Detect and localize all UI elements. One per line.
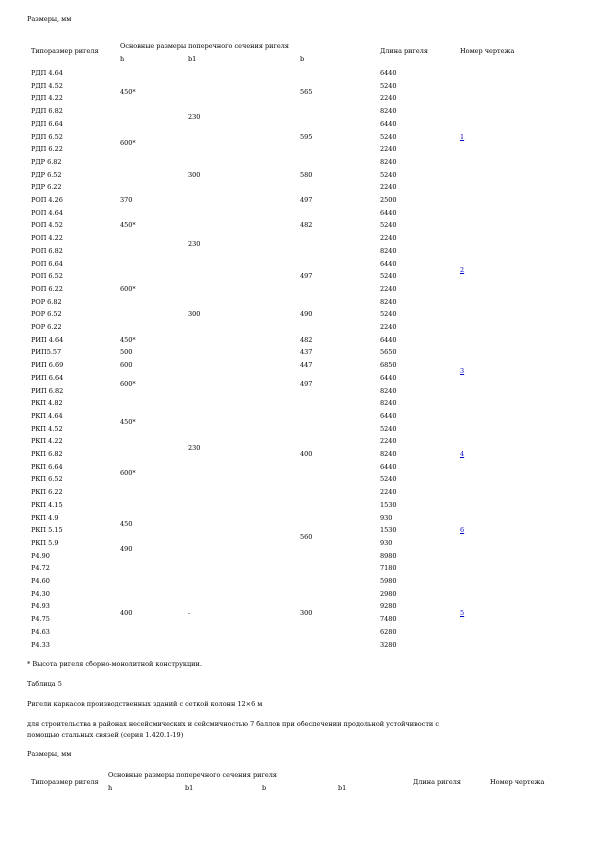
type-cell: РКП 6.82 xyxy=(31,450,63,458)
length-cell: 5240 xyxy=(380,272,397,281)
type-cell: РКП 4.64 xyxy=(31,411,63,420)
b-cell: 447 xyxy=(300,361,313,370)
drawing-link[interactable]: 1 xyxy=(460,132,465,141)
type-cell: РКП 5.15 xyxy=(31,526,63,535)
type-cell: РДП 4.22 xyxy=(31,94,63,103)
t5-header-h: h xyxy=(108,784,113,792)
table5-subtitle-line1: для строительства в районах несейсмических и сейсмичностью 7 баллов при обеспечении продольной устойчивости с xyxy=(27,720,439,728)
h-cell: 600 xyxy=(120,361,133,370)
type-cell: РДП 4.64 xyxy=(31,69,63,77)
header-h: h xyxy=(120,55,125,63)
length-cell: 6440 xyxy=(380,208,397,217)
type-cell: РДП 4.52 xyxy=(31,81,63,90)
type-cell: РДП 6.64 xyxy=(31,119,63,128)
header-type: Типоразмер ригеля xyxy=(31,47,99,55)
table5-units: Размеры, мм xyxy=(27,750,72,758)
type-cell: РОП 6.82 xyxy=(31,246,63,255)
length-cell: 5240 xyxy=(380,221,397,230)
length-cell: 6440 xyxy=(380,119,397,128)
length-cell: 6440 xyxy=(380,462,397,471)
type-cell: РКП 6.22 xyxy=(31,488,63,497)
type-cell: РОП 4.26 xyxy=(31,196,63,204)
table5-label: Таблица 5 xyxy=(27,680,62,688)
b-cell: 580 xyxy=(300,170,313,179)
length-cell: 8240 xyxy=(380,157,397,166)
type-cell: РОП 6.22 xyxy=(31,284,63,293)
length-cell: 2240 xyxy=(380,437,397,446)
length-cell: 8240 xyxy=(380,386,397,395)
type-cell: РОП 4.64 xyxy=(31,208,63,217)
length-cell: 6440 xyxy=(380,373,397,382)
b-cell: 565 xyxy=(300,88,313,96)
type-cell: РОР 6.82 xyxy=(31,297,62,306)
t5-header-length: Длина ригеля xyxy=(413,778,461,786)
h-cell: 600* xyxy=(120,138,136,147)
length-cell: 8240 xyxy=(380,297,397,306)
length-cell: 2980 xyxy=(380,589,397,598)
length-cell: 9280 xyxy=(380,602,397,611)
t5-header-b: b xyxy=(262,784,267,792)
length-cell: 5980 xyxy=(380,577,397,585)
length-cell: 2500 xyxy=(380,196,397,204)
b1-cell: 230 xyxy=(188,443,201,452)
length-cell: 6280 xyxy=(380,627,397,636)
type-cell: РКП 5.9 xyxy=(31,538,59,547)
type-cell: РКП 4.22 xyxy=(31,437,63,446)
type-cell: РДП 6.52 xyxy=(31,132,63,141)
type-cell: РДР 6.52 xyxy=(31,170,62,179)
b1-cell: 230 xyxy=(188,113,201,122)
type-cell: РДП 6.82 xyxy=(31,107,63,116)
type-cell: РОП 4.52 xyxy=(31,221,63,230)
length-cell: 7480 xyxy=(380,615,397,624)
b-cell: 497 xyxy=(300,196,313,204)
h-cell: 600* xyxy=(120,380,136,389)
length-cell: 2240 xyxy=(380,183,397,192)
length-cell: 5240 xyxy=(380,170,397,179)
type-cell: РИП5.57 xyxy=(31,348,62,357)
type-cell: РДП 6.22 xyxy=(31,145,63,154)
h-cell: 450* xyxy=(120,418,136,427)
length-cell: 8240 xyxy=(380,450,397,458)
length-cell: 8240 xyxy=(380,399,397,408)
b-cell: 490 xyxy=(300,310,313,319)
length-cell: 7180 xyxy=(380,564,397,573)
h-cell: 500 xyxy=(120,348,133,357)
type-cell: РИП 4.64 xyxy=(31,335,64,344)
b-cell: 437 xyxy=(300,348,313,357)
header-drawing: Номер чертежа xyxy=(460,47,515,55)
h-cell: 450* xyxy=(120,88,136,96)
length-cell: 2240 xyxy=(380,323,397,331)
type-cell: РОП 6.52 xyxy=(31,272,63,281)
length-cell: 2240 xyxy=(380,488,397,497)
type-cell: Р4.93 xyxy=(31,602,50,611)
table5-title: Ригели каркасов производственных зданий с сеткой колонн 12×6 м xyxy=(27,700,263,708)
h-cell: 600* xyxy=(120,469,136,477)
b-cell: 400 xyxy=(300,450,313,458)
t5-header-drawing: Номер чертежа xyxy=(490,778,545,786)
drawing-link[interactable]: 2 xyxy=(460,265,465,274)
length-cell: 930 xyxy=(380,538,393,547)
drawing-link[interactable]: 3 xyxy=(460,367,465,376)
length-cell: 5240 xyxy=(380,132,397,141)
type-cell: РКП 6.64 xyxy=(31,462,63,471)
type-cell: РКП 4.15 xyxy=(31,500,63,509)
h-cell: 600* xyxy=(120,284,136,293)
drawing-link[interactable]: 6 xyxy=(460,526,465,535)
type-cell: РОП 6.64 xyxy=(31,259,63,268)
b-cell: 482 xyxy=(300,221,313,230)
type-cell: РКП 4.9 xyxy=(31,513,59,522)
type-cell: РКП 4.52 xyxy=(31,424,63,433)
length-cell: 5240 xyxy=(380,310,397,319)
length-cell: 8240 xyxy=(380,107,397,116)
length-cell: 6440 xyxy=(380,411,397,420)
h-cell: 400 xyxy=(120,608,133,617)
type-cell: РОП 4.22 xyxy=(31,234,63,243)
h-cell: 450* xyxy=(120,221,136,230)
length-cell: 5240 xyxy=(380,424,397,433)
b1-cell: 230 xyxy=(188,240,201,249)
table5-subtitle-line2: помощью стальных связей (серия 1.420.1-19) xyxy=(27,731,184,739)
type-cell: Р4.33 xyxy=(31,640,50,649)
length-cell: 2240 xyxy=(380,94,397,103)
b1-cell: - xyxy=(188,608,191,617)
type-cell: РДР 6.22 xyxy=(31,183,62,192)
drawing-link[interactable]: 4 xyxy=(460,450,465,458)
type-cell: РОР 6.52 xyxy=(31,310,62,319)
type-cell: Р4.63 xyxy=(31,627,50,636)
footnote: * Высота ригеля сборно-монолитной конструкции. xyxy=(27,660,202,668)
length-cell: 1530 xyxy=(380,500,397,509)
b-cell: 497 xyxy=(300,380,313,389)
t5-header-section-group: Основные размеры поперечного сечения ригеля xyxy=(108,771,277,779)
length-cell: 930 xyxy=(380,513,393,522)
type-cell: РИП 6.64 xyxy=(31,373,64,382)
header-b: b xyxy=(300,55,305,63)
b-cell: 300 xyxy=(300,608,313,617)
length-cell: 2240 xyxy=(380,284,397,293)
b-cell: 497 xyxy=(300,272,313,281)
t5-header-b1: b1 xyxy=(185,784,194,792)
header-length: Длина ригеля xyxy=(380,47,428,55)
type-cell: Р4.75 xyxy=(31,615,50,624)
type-cell: Р4.90 xyxy=(31,551,50,560)
length-cell: 3280 xyxy=(380,640,397,649)
units-label: Размеры, мм xyxy=(27,15,72,23)
length-cell: 2240 xyxy=(380,234,397,243)
header-section-group: Основные размеры поперечного сечения ригеля xyxy=(120,42,289,50)
type-cell: Р4.30 xyxy=(31,589,50,598)
length-cell: 8240 xyxy=(380,246,397,255)
h-cell: 450 xyxy=(120,519,133,528)
drawing-link[interactable]: 5 xyxy=(460,608,465,617)
h-cell: 450* xyxy=(120,335,136,344)
h-cell: 370 xyxy=(120,196,133,204)
type-cell: Р4.60 xyxy=(31,577,50,585)
length-cell: 6440 xyxy=(380,69,397,77)
length-cell: 1530 xyxy=(380,526,397,535)
type-cell: Р4.72 xyxy=(31,564,50,573)
length-cell: 2240 xyxy=(380,145,397,154)
h-cell: 490 xyxy=(120,545,133,554)
type-cell: РДР 6.82 xyxy=(31,157,62,166)
b1-cell: 300 xyxy=(188,310,201,319)
length-cell: 6440 xyxy=(380,335,397,344)
length-cell: 5240 xyxy=(380,81,397,90)
t5-header-type: Типоразмер ригеля xyxy=(31,778,99,786)
length-cell: 5240 xyxy=(380,475,397,484)
type-cell: РИП 6.82 xyxy=(31,386,64,395)
length-cell: 6440 xyxy=(380,259,397,268)
b-cell: 595 xyxy=(300,132,313,141)
type-cell: РКП 6.52 xyxy=(31,475,63,484)
b-cell: 482 xyxy=(300,335,313,344)
length-cell: 8980 xyxy=(380,551,397,560)
type-cell: РОР 6.22 xyxy=(31,323,62,331)
t5-header-b1-2: b1 xyxy=(338,784,347,792)
length-cell: 6850 xyxy=(380,361,397,370)
length-cell: 5650 xyxy=(380,348,397,357)
b-cell: 560 xyxy=(300,532,313,541)
header-b1: b1 xyxy=(188,55,197,63)
type-cell: РКП 4.82 xyxy=(31,399,63,408)
b1-cell: 300 xyxy=(188,170,201,179)
type-cell: РИП 6.69 xyxy=(31,361,64,370)
